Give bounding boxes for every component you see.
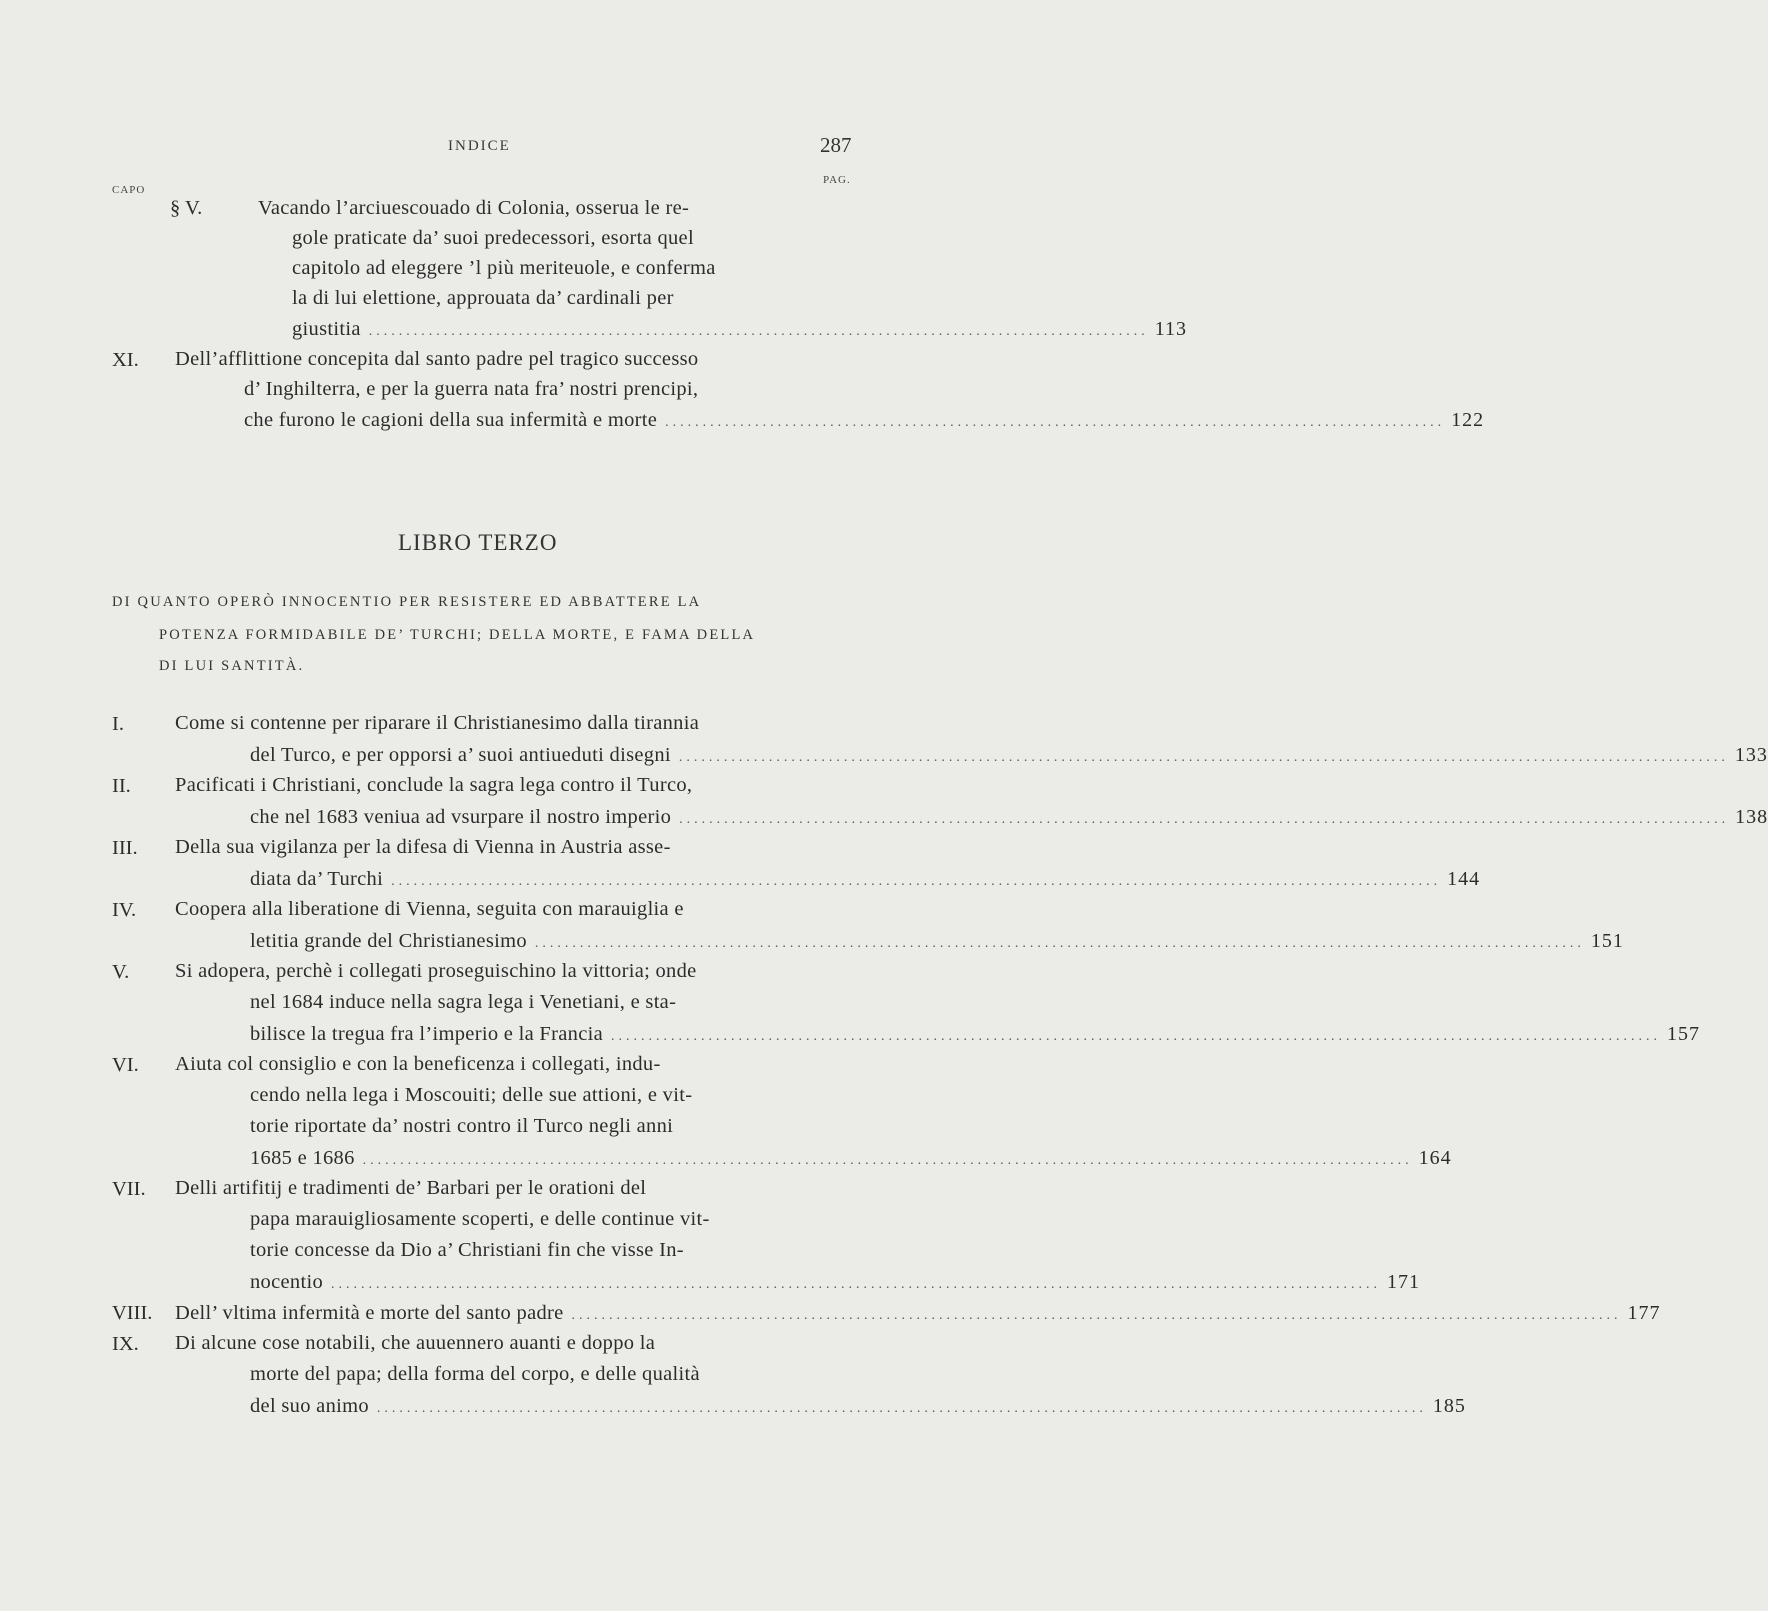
book-title: LIBRO TERZO — [398, 530, 558, 555]
chapter-last-line: bilisce la tregua fra l’imperio e la Francia — [250, 1023, 604, 1045]
dot-leader: ............................................................................................................................................ — [362, 1153, 1413, 1168]
chapter-numeral: II. — [112, 775, 131, 797]
toc-leader-line — [292, 318, 1188, 341]
chapter-text-line: Pacificati i Christiani, conclude la sagra lega contro il Turco, — [175, 774, 693, 796]
toc-leader-line — [244, 409, 1485, 432]
chapter-numeral: V. — [112, 961, 130, 983]
chapter-page-number: 171 — [1387, 1271, 1420, 1293]
dot-leader: ........................................................................................................ — [665, 415, 1446, 430]
dot-leader: ............................................................................................................................................ — [679, 812, 1730, 827]
chapter-text-line: Aiuta col consiglio e con la beneficenza i collegati, indu- — [175, 1053, 661, 1075]
entry-text-line: gole praticate da’ suoi predecessori, esorta quel — [292, 227, 694, 249]
book-subtitle-line: POTENZA FORMIDABILE DE’ TURCHI; DELLA MORTE, E FAMA DELLA — [159, 627, 756, 643]
chapter-last-line: del Turco, e per opporsi a’ suoi antiueduti disegni — [250, 744, 671, 766]
entry-last-line: giustitia — [292, 318, 361, 340]
chapter-numeral: VII. — [112, 1178, 146, 1200]
chapter-text-line: Della sua vigilanza per la difesa di Vienna in Austria asse- — [175, 836, 671, 858]
chapter-last-line: che nel 1683 veniua ad vsurpare il nostro imperio — [250, 806, 672, 828]
chapter-page-number: 138 — [1735, 806, 1768, 828]
chapter-page-number: 151 — [1590, 930, 1624, 952]
book-subtitle-line: DI LUI SANTITÀ. — [159, 658, 305, 674]
toc-leader-line — [250, 806, 1768, 829]
chapter-last-line: letitia grande del Christianesimo — [250, 930, 527, 952]
toc-leader-line — [250, 1271, 1420, 1294]
chapter-text-line: Coopera alla liberatione di Vienna, seguita con marauiglia e — [175, 898, 684, 920]
chapter-text-line: torie concesse da Dio a’ Christiani fin che visse In- — [250, 1239, 684, 1261]
chapter-numeral: VI. — [112, 1054, 139, 1076]
pag-column-label: PAG. — [823, 174, 851, 186]
chapter-text-line: cendo nella lega i Moscouiti; delle sue attioni, e vit- — [250, 1084, 693, 1106]
chapter-text-line: papa marauigliosamente scoperti, e delle continue vit- — [250, 1208, 710, 1230]
entry-numeral: § V. — [170, 197, 203, 219]
chapter-numeral: III. — [112, 837, 138, 859]
chapter-page-number: 164 — [1418, 1147, 1452, 1169]
chapter-last-line: Dell’ vltima infermità e morte del santo padre — [175, 1302, 564, 1324]
dot-leader: ............................................................................................................................................ — [678, 750, 1729, 765]
toc-leader-line — [250, 1395, 1466, 1418]
chapter-text-line: torie riportate da’ nostri contro il Turco negli anni — [250, 1115, 674, 1137]
dot-leader: ............................................................................................................................................ — [571, 1308, 1622, 1323]
toc-leader-line — [250, 930, 1624, 953]
entry-text-line: la di lui elettione, approuata da’ cardinali per — [292, 287, 674, 309]
chapter-numeral: I. — [112, 713, 124, 735]
toc-leader-line — [250, 1023, 1701, 1046]
entry-page-number: 113 — [1154, 318, 1188, 340]
dot-leader: ............................................................................................................................................ — [331, 1277, 1381, 1292]
chapter-page-number: 144 — [1447, 868, 1481, 890]
dot-leader: ............................................................................................................................................ — [534, 936, 1585, 951]
entry-last-line: che furono le cagioni della sua infermità e morte — [244, 409, 658, 431]
chapter-last-line: del suo animo — [250, 1395, 369, 1417]
capo-column-label: CAPO — [112, 184, 146, 196]
toc-leader-line — [175, 1302, 1661, 1325]
chapter-text-line: morte del papa; della forma del corpo, e delle qualità — [250, 1363, 700, 1385]
chapter-text-line: Delli artifitij e tradimenti de’ Barbari per le orationi del — [175, 1177, 647, 1199]
chapter-numeral: IV. — [112, 899, 137, 921]
dot-leader: ............................................................................................................................................ — [391, 874, 1442, 889]
chapter-text-line: Di alcune cose notabili, che auuennero auanti e doppo la — [175, 1332, 656, 1354]
entry-numeral: XI. — [112, 349, 139, 371]
entry-text-line: d’ Inghilterra, e per la guerra nata fra’ nostri prencipi, — [244, 378, 699, 400]
entry-text-line: capitolo ad eleggere ’l più meriteuole, e conferma — [292, 257, 716, 279]
dot-leader: ............................................................................................................................................ — [611, 1029, 1662, 1044]
chapter-text-line: nel 1684 induce nella sagra lega i Venetiani, e sta- — [250, 991, 677, 1013]
chapter-last-line: 1685 e 1686 — [250, 1147, 355, 1169]
running-title: INDICE — [448, 138, 511, 154]
toc-leader-line — [250, 744, 1768, 767]
chapter-text-line: Si adopera, perchè i collegati proseguischino la vittoria; onde — [175, 960, 697, 982]
chapter-numeral: VIII. — [112, 1302, 153, 1324]
dot-leader: ........................................................................................................ — [368, 324, 1149, 339]
entry-page-number: 122 — [1451, 409, 1485, 431]
chapter-page-number: 157 — [1667, 1023, 1701, 1045]
chapter-last-line: diata da’ Turchi — [250, 868, 384, 890]
entry-text-line: Vacando l’arciuescouado di Colonia, osserua le re- — [258, 197, 690, 219]
toc-leader-line — [250, 868, 1481, 891]
chapter-page-number: 177 — [1627, 1302, 1661, 1324]
book-subtitle-line: DI QUANTO OPERÒ INNOCENTIO PER RESISTERE ED ABBATTERE LA — [112, 594, 702, 610]
dot-leader: ............................................................................................................................................ — [376, 1401, 1427, 1416]
chapter-page-number: 133 — [1734, 744, 1768, 766]
chapter-page-number: 185 — [1432, 1395, 1466, 1417]
chapter-numeral: IX. — [112, 1333, 139, 1355]
chapter-last-line: nocentio — [250, 1271, 323, 1293]
toc-leader-line — [250, 1147, 1452, 1170]
chapter-text-line: Come si contenne per riparare il Christianesimo dalla tirannia — [175, 712, 700, 734]
entry-text-line: Dell’afflittione concepita dal santo padre pel tragico successo — [175, 348, 699, 370]
page-number: 287 — [820, 133, 852, 157]
